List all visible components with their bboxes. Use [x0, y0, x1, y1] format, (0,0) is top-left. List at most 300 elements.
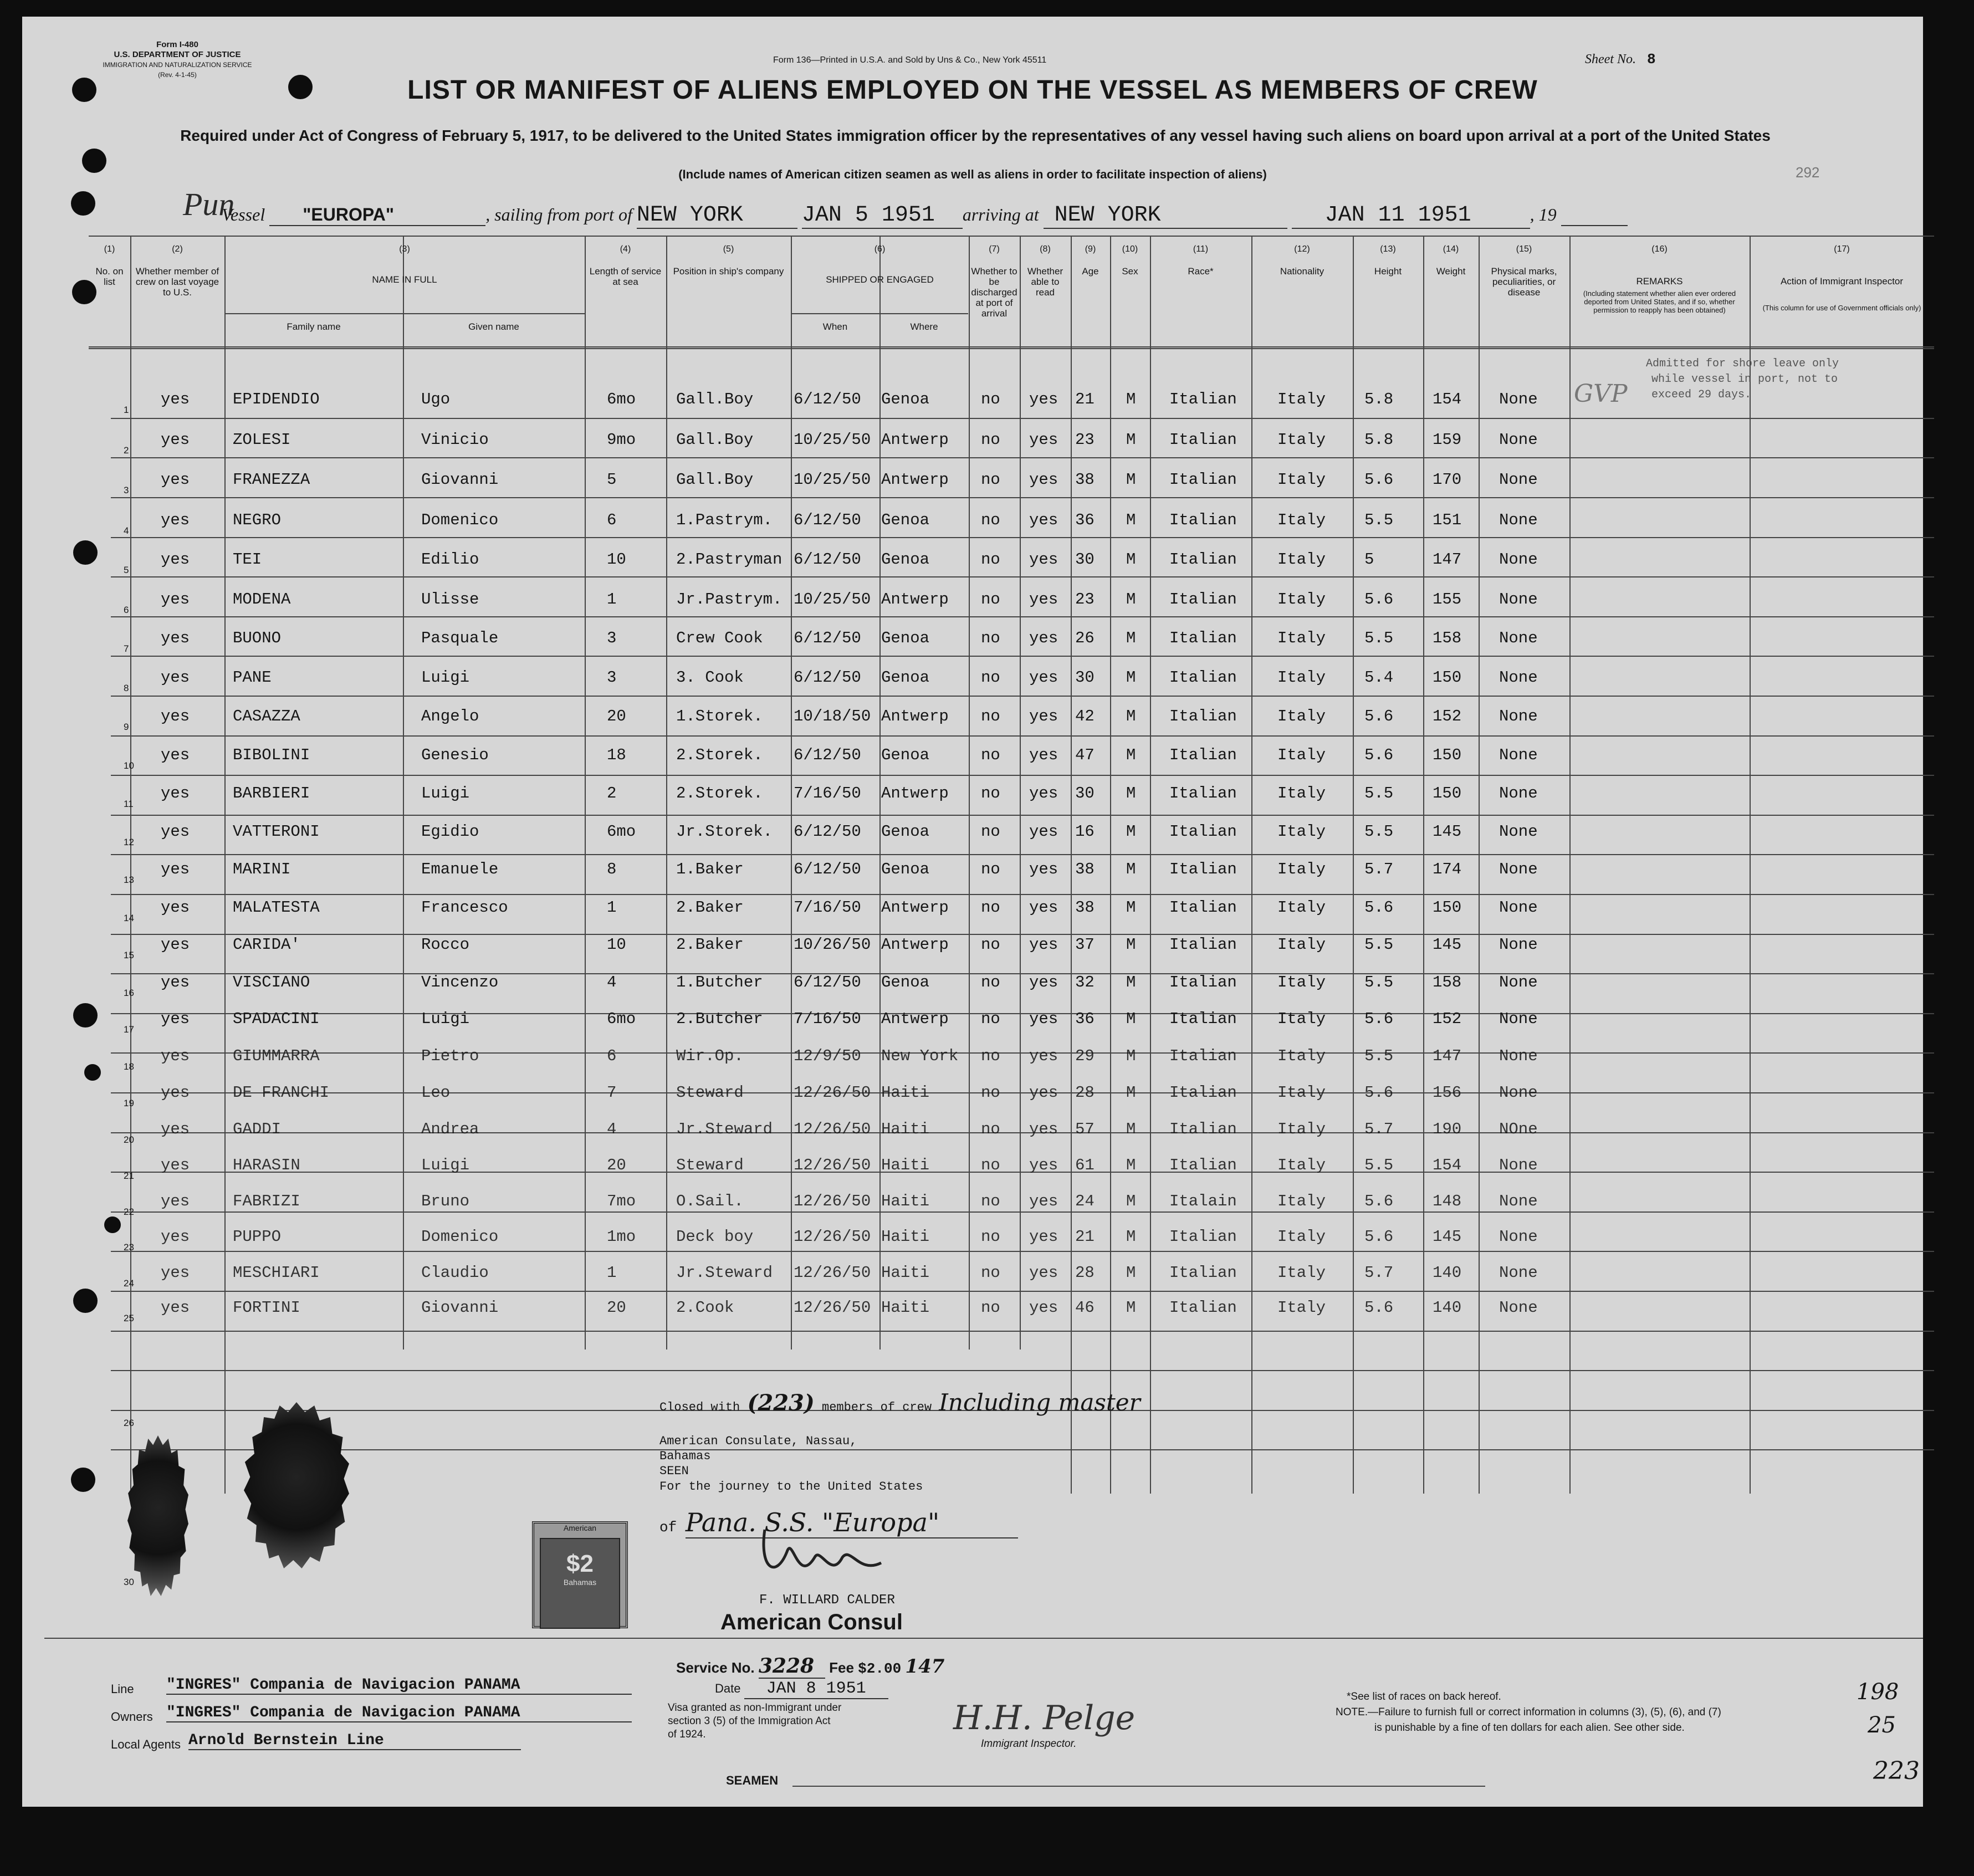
given-name-cell: Ugo — [421, 390, 451, 408]
shipped-where-cell: New York — [881, 1046, 959, 1065]
column-number: (1) — [104, 244, 115, 254]
service-length-cell: 7 — [607, 1083, 617, 1102]
row-rule — [111, 1092, 1934, 1093]
weight-cell: 145 — [1433, 1228, 1462, 1246]
column-rule — [666, 236, 667, 1350]
row-rule — [111, 1212, 1934, 1213]
physical-marks-cell: None — [1499, 1046, 1538, 1065]
row-number: 24 — [124, 1277, 134, 1289]
sex-cell: M — [1126, 390, 1136, 408]
nationality-cell: Italy — [1277, 1192, 1326, 1210]
physical-marks-cell: NOne — [1499, 1120, 1538, 1138]
sex-cell: M — [1126, 1083, 1136, 1102]
position-cell: 2.Storek. — [676, 745, 763, 764]
discharged-cell: no — [981, 745, 1000, 764]
weight-cell: 150 — [1433, 898, 1462, 917]
position-cell: Crew Cook — [676, 629, 763, 648]
race-cell: Italian — [1169, 629, 1237, 648]
crew-member-cell: yes — [161, 430, 190, 449]
age-cell: 30 — [1075, 784, 1095, 802]
sailing-port: NEW YORK — [637, 203, 797, 229]
column-number: (14) — [1443, 244, 1459, 254]
weight-cell: 154 — [1433, 390, 1462, 408]
column-header: Position in ship's company — [673, 266, 784, 277]
height-cell: 5.4 — [1364, 668, 1394, 687]
physical-marks-cell: None — [1499, 784, 1538, 802]
given-name-cell: Luigi — [421, 668, 470, 687]
row-rule — [111, 1370, 1934, 1371]
row-rule — [111, 1172, 1934, 1173]
position-cell: Jr.Pastrym. — [676, 590, 783, 609]
physical-marks-cell: None — [1499, 668, 1538, 687]
column-header: Height — [1374, 266, 1402, 277]
punch-hole-icon — [104, 1216, 121, 1233]
row-rule — [224, 313, 585, 314]
row-rule — [111, 1132, 1934, 1133]
position-cell: 2.Butcher — [676, 1010, 763, 1029]
column-number: (17) — [1834, 244, 1850, 254]
family-name-cell: HARASIN — [233, 1156, 300, 1174]
family-name-cell: BIBOLINI — [233, 745, 310, 764]
family-name-cell: NEGRO — [233, 510, 282, 529]
row-number: 19 — [124, 1098, 134, 1108]
age-cell: 61 — [1075, 1156, 1095, 1174]
row-number: 10 — [124, 760, 134, 771]
nationality-cell: Italy — [1277, 973, 1326, 991]
sex-cell: M — [1126, 1228, 1136, 1246]
page-stamp-number: 292 — [1796, 164, 1820, 181]
crew-member-cell: yes — [161, 822, 190, 841]
document-title: LIST OR MANIFEST OF ALIENS EMPLOYED ON THE VESSEL AS MEMBERS OF CREW — [407, 75, 1538, 105]
shipped-when-cell: 6/12/50 — [794, 822, 861, 841]
able-to-read-cell: yes — [1029, 898, 1058, 917]
crew-member-cell: yes — [161, 471, 190, 489]
crew-member-cell: yes — [161, 707, 190, 725]
remark-line-1: Admitted for shore leave only — [1646, 357, 1839, 370]
row-rule — [111, 1013, 1934, 1014]
shipped-when-cell: 10/25/50 — [794, 430, 871, 449]
handwritten-mark: Pun — [183, 186, 235, 222]
physical-marks-cell: None — [1499, 745, 1538, 764]
position-cell: Gall.Boy — [676, 390, 754, 408]
sex-cell: M — [1126, 1263, 1136, 1282]
given-name-cell: Ulisse — [421, 590, 479, 609]
punch-hole-icon — [73, 540, 98, 565]
column-number: (6) — [874, 244, 886, 254]
weight-cell: 152 — [1433, 1010, 1462, 1029]
shipped-when-cell: 10/26/50 — [794, 936, 871, 954]
column-header: Whether member of crew on last voyage to U.S. — [135, 266, 219, 298]
sheet-number: Sheet No. 8 — [1585, 51, 1656, 68]
weight-cell: 156 — [1433, 1083, 1462, 1102]
row-rule — [111, 656, 1934, 657]
discharged-cell: no — [981, 1192, 1000, 1210]
given-name-cell: Leo — [421, 1083, 451, 1102]
column-subheader: Family name — [287, 321, 341, 332]
able-to-read-cell: yes — [1029, 1299, 1058, 1317]
position-cell: Deck boy — [676, 1228, 754, 1246]
discharged-cell: no — [981, 430, 1000, 449]
position-cell: 2.Baker — [676, 936, 744, 954]
form-identifier: Form I-480 U.S. DEPARTMENT OF JUSTICE IMMIGRATION AND NATURALIZATION SERVICE (Rev. 4-1-45) — [103, 40, 252, 79]
column-subheader: When — [822, 321, 848, 332]
discharged-cell: no — [981, 668, 1000, 687]
given-name-cell: Domenico — [421, 1228, 499, 1246]
nationality-cell: Italy — [1277, 1263, 1326, 1282]
race-cell: Italian — [1169, 430, 1237, 449]
legal-requirement: Required under Act of Congress of February 5, 1917, to be delivered to the United States immigration officer by the representatives of any vessel having such aliens on board upon arrival at a port of the United States — [180, 127, 1771, 144]
row-rule — [111, 1251, 1934, 1252]
remark-line-3: exceed 29 days. — [1651, 389, 1752, 401]
physical-marks-cell: None — [1499, 629, 1538, 648]
agents-value: Arnold Bernstein Line — [188, 1732, 521, 1750]
shipped-when-cell: 7/16/50 — [794, 1010, 861, 1029]
position-cell: Jr.Storek. — [676, 822, 773, 841]
physical-marks-cell: None — [1499, 936, 1538, 954]
race-cell: Italian — [1169, 973, 1237, 991]
column-note: (This column for use of Government officials only) — [1762, 304, 1921, 312]
discharged-cell: no — [981, 1156, 1000, 1174]
family-name-cell: MODENA — [233, 590, 291, 609]
height-cell: 5.5 — [1364, 510, 1394, 529]
physical-marks-cell: None — [1499, 471, 1538, 489]
able-to-read-cell: yes — [1029, 471, 1058, 489]
height-cell: 5.7 — [1364, 1263, 1394, 1282]
given-name-cell: Genesio — [421, 745, 489, 764]
punch-hole-icon — [73, 1003, 98, 1028]
age-cell: 21 — [1075, 1228, 1095, 1246]
ship-of-line: of Pana. S.S. "Europa" — [659, 1507, 1018, 1538]
family-name-cell: EPIDENDIO — [233, 390, 320, 408]
column-header: Action of Immigrant Inspector — [1780, 276, 1904, 287]
service-length-cell: 1 — [607, 898, 617, 917]
shipped-where-cell: Haiti — [881, 1299, 930, 1317]
column-rule — [130, 236, 131, 1494]
family-name-cell: MALATESTA — [233, 898, 320, 917]
column-subheader: Given name — [468, 321, 519, 332]
given-name-cell: Luigi — [421, 784, 470, 802]
able-to-read-cell: yes — [1029, 510, 1058, 529]
row-rule — [111, 576, 1934, 577]
height-cell: 5.6 — [1364, 1228, 1394, 1246]
row-number: 7 — [124, 643, 129, 655]
height-cell: 5.6 — [1364, 1192, 1394, 1210]
age-cell: 26 — [1075, 629, 1095, 648]
row-number: 5 — [124, 565, 129, 576]
physical-marks-cell: None — [1499, 860, 1538, 879]
given-name-cell: Pasquale — [421, 629, 499, 648]
shipped-where-cell: Haiti — [881, 1263, 930, 1282]
age-cell: 23 — [1075, 430, 1095, 449]
able-to-read-cell: yes — [1029, 1083, 1058, 1102]
family-name-cell: BARBIERI — [233, 784, 310, 802]
race-cell: Italian — [1169, 822, 1237, 841]
service-length-cell: 1 — [607, 1263, 617, 1282]
nationality-cell: Italy — [1277, 1083, 1326, 1102]
height-cell: 5.5 — [1364, 973, 1394, 991]
height-cell: 5.6 — [1364, 590, 1394, 609]
crew-member-cell: yes — [161, 390, 190, 408]
able-to-read-cell: yes — [1029, 1046, 1058, 1065]
height-cell: 5.5 — [1364, 784, 1394, 802]
crew-member-cell: yes — [161, 860, 190, 879]
row-rule — [111, 696, 1934, 697]
sex-cell: M — [1126, 1192, 1136, 1210]
row-number: 9 — [124, 722, 129, 732]
physical-marks-cell: None — [1499, 1010, 1538, 1029]
row-rule — [111, 735, 1934, 737]
discharged-cell: no — [981, 822, 1000, 841]
position-cell: 1.Butcher — [676, 973, 763, 991]
nationality-cell: Italy — [1277, 936, 1326, 954]
crew-member-cell: yes — [161, 629, 190, 648]
punch-hole-icon — [71, 1468, 95, 1492]
age-cell: 21 — [1075, 390, 1095, 408]
shipped-where-cell: Haiti — [881, 1192, 930, 1210]
discharged-cell: no — [981, 707, 1000, 725]
race-cell: Italian — [1169, 590, 1237, 609]
service-length-cell: 6 — [607, 510, 617, 529]
shipped-when-cell: 12/26/50 — [794, 1192, 871, 1210]
row-rule — [111, 1052, 1934, 1054]
shipped-when-cell: 6/12/50 — [794, 973, 861, 991]
row-number: 6 — [124, 604, 129, 615]
row-rule — [89, 348, 1934, 349]
column-rule — [1020, 236, 1021, 1350]
column-rule — [1479, 236, 1480, 1494]
seen-line: SEEN — [659, 1464, 689, 1478]
row-rule — [111, 537, 1934, 538]
race-cell: Italian — [1169, 1046, 1237, 1065]
age-cell: 16 — [1075, 822, 1095, 841]
service-length-cell: 3 — [607, 629, 617, 648]
physical-marks-cell: None — [1499, 1083, 1538, 1102]
vessel-line: Vessel "EUROPA" , sailing from port of NEW YORK JAN 5 1951 arriving at NEW YORK JAN 11 1951 , 19 — [222, 203, 1628, 229]
shipped-when-cell: 12/26/50 — [794, 1083, 871, 1102]
margin-count-1: 198 — [1857, 1679, 1899, 1705]
shipped-where-cell: Genoa — [881, 822, 930, 841]
physical-marks-cell: None — [1499, 898, 1538, 917]
service-no: Service No. 3228 Fee $2.00 147 — [676, 1654, 945, 1678]
punch-hole-icon — [82, 149, 106, 173]
height-cell: 5.8 — [1364, 430, 1394, 449]
column-number: (16) — [1651, 244, 1668, 254]
position-cell: 2.Pastryman — [676, 550, 783, 569]
shipped-where-cell: Antwerp — [881, 471, 949, 489]
sex-cell: M — [1126, 1299, 1136, 1317]
age-cell: 42 — [1075, 707, 1095, 725]
physical-marks-cell: None — [1499, 1192, 1538, 1210]
position-cell: 1.Pastrym. — [676, 510, 773, 529]
row-number: 4 — [124, 525, 129, 536]
physical-marks-cell: None — [1499, 707, 1538, 725]
given-name-cell: Luigi — [421, 1156, 470, 1174]
margin-count-2: 25 — [1868, 1713, 1896, 1738]
position-cell: Steward — [676, 1156, 744, 1174]
row-rule — [111, 1331, 1934, 1332]
column-number: (8) — [1040, 244, 1051, 254]
discharged-cell: no — [981, 1228, 1000, 1246]
row-rule — [111, 815, 1934, 816]
height-cell: 5.5 — [1364, 1046, 1394, 1065]
shipped-when-cell: 12/26/50 — [794, 1120, 871, 1138]
crew-member-cell: yes — [161, 784, 190, 802]
given-name-cell: Pietro — [421, 1046, 479, 1065]
row-number: 30 — [124, 1577, 134, 1587]
row-rule — [111, 418, 1934, 419]
discharged-cell: no — [981, 973, 1000, 991]
column-rule — [1353, 236, 1354, 1494]
able-to-read-cell: yes — [1029, 668, 1058, 687]
punch-hole-icon — [72, 78, 96, 102]
discharged-cell: no — [981, 784, 1000, 802]
weight-cell: 147 — [1433, 1046, 1462, 1065]
service-length-cell: 9mo — [607, 430, 636, 449]
crew-member-cell: yes — [161, 973, 190, 991]
age-cell: 29 — [1075, 1046, 1095, 1065]
weight-cell: 145 — [1433, 936, 1462, 954]
position-cell: O.Sail. — [676, 1192, 744, 1210]
column-number: (15) — [1516, 244, 1532, 254]
family-name-cell: FRANEZZA — [233, 471, 310, 489]
service-date: Date JAN 8 1951 — [715, 1679, 888, 1699]
nationality-cell: Italy — [1277, 1228, 1326, 1246]
given-name-cell: Andrea — [421, 1120, 479, 1138]
family-name-cell: TEI — [233, 550, 262, 569]
sex-cell: M — [1126, 1046, 1136, 1065]
able-to-read-cell: yes — [1029, 1228, 1058, 1246]
row-number: 8 — [124, 682, 129, 693]
weight-cell: 150 — [1433, 784, 1462, 802]
position-cell: 2.Cook — [676, 1299, 734, 1317]
race-cell: Italian — [1169, 898, 1237, 917]
shipped-where-cell: Antwerp — [881, 590, 949, 609]
discharged-cell: no — [981, 390, 1000, 408]
column-header: Sex — [1122, 266, 1138, 277]
service-length-cell: 4 — [607, 973, 617, 991]
crew-member-cell: yes — [161, 1083, 190, 1102]
nationality-cell: Italy — [1277, 668, 1326, 687]
weight-cell: 174 — [1433, 860, 1462, 879]
row-number: 16 — [124, 987, 134, 998]
physical-marks-cell: None — [1499, 590, 1538, 609]
races-note: *See list of races on back hereof. — [1347, 1691, 1501, 1703]
row-number: 11 — [124, 799, 134, 809]
shipped-when-cell: 6/12/50 — [794, 390, 861, 408]
service-length-cell: 1mo — [607, 1228, 636, 1246]
age-cell: 38 — [1075, 898, 1095, 917]
shipped-when-cell: 12/26/50 — [794, 1263, 871, 1282]
physical-marks-cell: None — [1499, 1228, 1538, 1246]
column-header: Physical marks, peculiarities, or disease — [1491, 266, 1557, 298]
family-name-cell: MARINI — [233, 860, 291, 879]
weight-cell: 147 — [1433, 550, 1462, 569]
shipped-where-cell: Antwerp — [881, 430, 949, 449]
nationality-cell: Italy — [1277, 1299, 1326, 1317]
column-rule — [879, 236, 881, 1350]
closed-with-line: Closed with (223) members of crew Including master — [659, 1389, 1141, 1416]
height-cell: 5.5 — [1364, 822, 1394, 841]
row-number: 26 — [124, 1418, 134, 1428]
race-cell: Italian — [1169, 1228, 1237, 1246]
sex-cell: M — [1126, 510, 1136, 529]
nationality-cell: Italy — [1277, 784, 1326, 802]
race-cell: Italian — [1169, 1299, 1237, 1317]
crew-member-cell: yes — [161, 1299, 190, 1317]
shipped-where-cell: Antwerp — [881, 936, 949, 954]
shipped-when-cell: 6/12/50 — [794, 668, 861, 687]
row-number: 15 — [124, 950, 134, 961]
family-name-cell: VISCIANO — [233, 973, 310, 991]
given-name-cell: Rocco — [421, 936, 470, 954]
position-cell: 1.Storek. — [676, 707, 763, 725]
given-name-cell: Edilio — [421, 550, 479, 569]
height-cell: 5.6 — [1364, 471, 1394, 489]
nationality-cell: Italy — [1277, 707, 1326, 725]
age-cell: 57 — [1075, 1120, 1095, 1138]
age-cell: 38 — [1075, 471, 1095, 489]
height-cell: 5.5 — [1364, 1156, 1394, 1174]
crew-member-cell: yes — [161, 1046, 190, 1065]
physical-marks-cell: None — [1499, 430, 1538, 449]
column-number: (7) — [989, 244, 1000, 254]
sex-cell: M — [1126, 973, 1136, 991]
height-cell: 5.6 — [1364, 1299, 1394, 1317]
position-cell: Jr.Steward — [676, 1120, 773, 1138]
column-rule — [969, 236, 970, 1350]
shipped-where-cell: Haiti — [881, 1120, 930, 1138]
weight-cell: 190 — [1433, 1120, 1462, 1138]
able-to-read-cell: yes — [1029, 590, 1058, 609]
discharged-cell: no — [981, 1083, 1000, 1102]
height-cell: 5.6 — [1364, 745, 1394, 764]
age-cell: 32 — [1075, 973, 1095, 991]
column-number: (10) — [1122, 244, 1138, 254]
sex-cell: M — [1126, 1156, 1136, 1174]
position-cell: Steward — [676, 1083, 744, 1102]
column-number: (2) — [172, 244, 183, 254]
consul-name: F. WILLARD CALDER — [759, 1593, 895, 1608]
family-name-cell: PUPPO — [233, 1228, 282, 1246]
row-number: 2 — [124, 444, 129, 456]
height-cell: 5.6 — [1364, 898, 1394, 917]
height-cell: 5.5 — [1364, 629, 1394, 648]
remark-line-2: while vessel in port, not to — [1651, 373, 1838, 386]
able-to-read-cell: yes — [1029, 1120, 1058, 1138]
shipped-where-cell: Genoa — [881, 550, 930, 569]
given-name-cell: Angelo — [421, 707, 479, 725]
line-value: "INGRES" Compania de Navigacion PANAMA — [166, 1676, 632, 1695]
crew-member-cell: yes — [161, 1192, 190, 1210]
column-rule — [1251, 236, 1252, 1494]
age-cell: 23 — [1075, 590, 1095, 609]
shipped-where-cell: Genoa — [881, 973, 930, 991]
race-cell: Italian — [1169, 707, 1237, 725]
consulate-line: American Consulate, Nassau, — [659, 1434, 857, 1448]
crew-member-cell: yes — [161, 936, 190, 954]
shipped-when-cell: 6/12/50 — [794, 745, 861, 764]
weight-cell: 155 — [1433, 590, 1462, 609]
row-number: 1 — [124, 405, 129, 415]
physical-marks-cell: None — [1499, 550, 1538, 569]
height-cell: 5.5 — [1364, 936, 1394, 954]
inspector-label: Immigrant Inspector. — [981, 1738, 1077, 1750]
row-rule — [111, 854, 1934, 855]
column-number: (13) — [1380, 244, 1396, 254]
punch-hole-icon — [71, 191, 95, 216]
able-to-read-cell: yes — [1029, 973, 1058, 991]
row-number: 18 — [124, 1061, 134, 1072]
